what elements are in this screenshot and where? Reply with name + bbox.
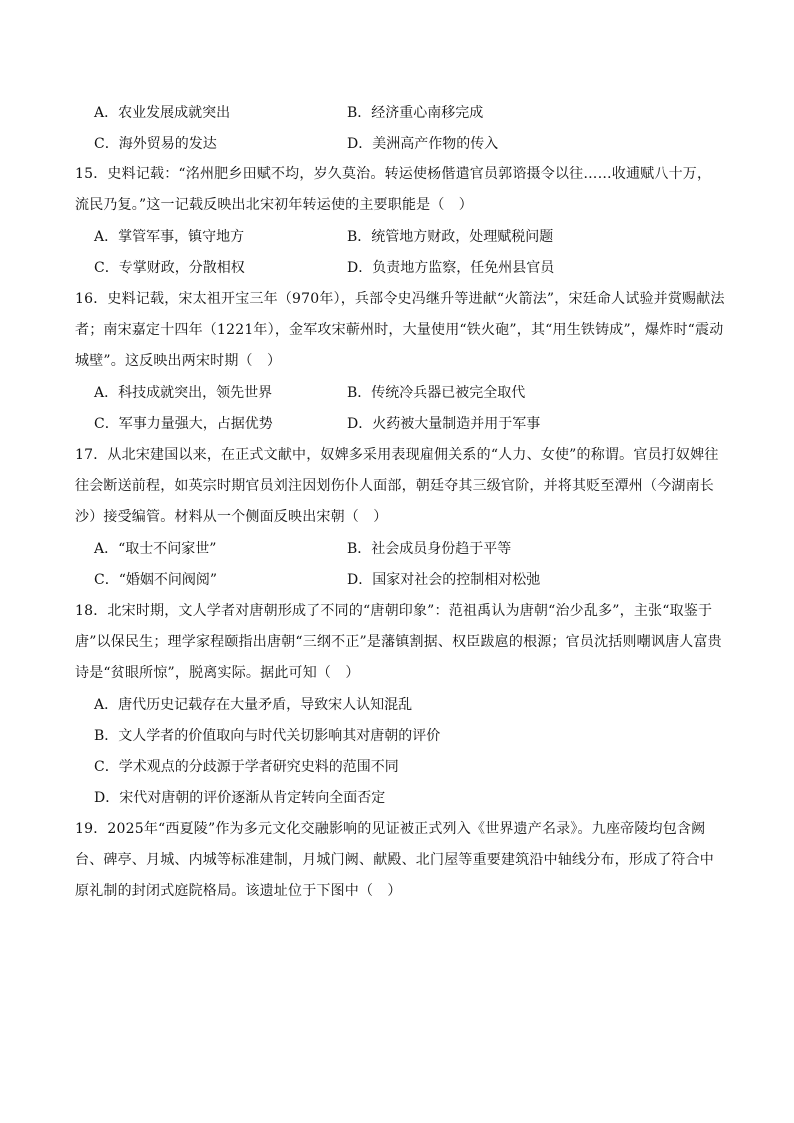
q17-stem: 17．从北宋建国以来，在正式文献中，奴婢多采用表现雇佣关系的“人力、女使”的称谓。官员打奴婢往往会断送前程，如英宗时期官员刘注因划伤仆人面部，朝廷夺其三级官阶，并将其贬至潭州（今湖南长沙）接受编管。材料从一个侧面反映出宋朝（ ） <box>75 447 719 525</box>
q18-option-b: B．文人学者的价值取向与时代关切影响其对唐朝的评价 <box>94 728 441 744</box>
q14-option-d: D．美洲高产作物的传入 <box>347 136 499 152</box>
q17-option-a: A．“取士不问家世” <box>94 541 217 557</box>
q14-option-b: B．经济重心南移完成 <box>347 105 484 121</box>
q16-option-d: D．火药被大量制造并用于军事 <box>347 416 541 432</box>
q15-stem: 15．史料记载：“洺州肥乡田赋不均，岁久莫治。转运使杨偕遣官员郭谘摄令以往……收逋赋八十万，流民乃复。”这一记载反映出北宋初年转运使的主要职能是（ ） <box>75 166 712 213</box>
q14-option-c: C．海外贸易的发达 <box>94 136 217 152</box>
q15-option-a: A．掌管军事，镇守地方 <box>94 229 245 245</box>
q15-option-c: C．专掌财政，分散相权 <box>94 260 245 276</box>
q19-stem: 19．2025年“西夏陵”作为多元文化交融影响的见证被正式列入《世界遗产名录》。九座帝陵均包含阙台、碑亭、月城、内城等标准建制，月城门阙、献殿、北门屋等重要建筑沿中轴线分布，形成了符合中原礼制的封闭式庭院格局。该遗址位于下图中（ ） <box>75 821 714 899</box>
q18-stem: 18．北宋时期，文人学者对唐朝形成了不同的“唐朝印象”：范祖禹认为唐朝“治少乱多”，主张“取鉴于唐”以保民生；理学家程颐指出唐朝“三纲不正”是藩镇割据、权臣跋扈的根源；官员沈括则嘲讽唐人富贵诗是“贫眼所惊”，脱离实际。据此可知（ ） <box>75 603 722 681</box>
q15-option-b: B．统管地方财政，处理赋税问题 <box>347 229 554 245</box>
q17-option-b: B．社会成员身份趋于平等 <box>347 541 512 557</box>
q16-option-a: A．科技成就突出，领先世界 <box>94 385 273 401</box>
q17-option-c: C．“婚姻不问阀阅” <box>94 572 218 588</box>
q16-option-b: B．传统冷兵器已被完全取代 <box>347 385 526 401</box>
q18-option-c: C．学术观点的分歧源于学者研究史料的范围不同 <box>94 759 399 775</box>
q18-option-d: D．宋代对唐朝的评价逐渐从肯定转向全面否定 <box>94 790 386 806</box>
q16-stem: 16．史料记载，宋太祖开宝三年（970年），兵部令史冯继升等进献“火箭法”，宋廷命人试验并赏赐献法者；南宋嘉定十四年（1221年），金军攻宋蕲州时，大量使用“铁火砲”，其“用生铁铸成”，爆炸时“震动城壁”。这反映出两宋时期（ ） <box>75 291 725 369</box>
q15-option-d: D．负责地方监察，任免州县官员 <box>347 260 555 276</box>
q18-option-a: A．唐代历史记载存在大量矛盾，导致宋人认知混乱 <box>94 697 413 713</box>
q17-option-d: D．国家对社会的控制相对松弛 <box>347 572 541 588</box>
q14-option-a: A．农业发展成就突出 <box>94 105 231 121</box>
q16-option-c: C．军事力量强大，占据优势 <box>94 416 273 432</box>
